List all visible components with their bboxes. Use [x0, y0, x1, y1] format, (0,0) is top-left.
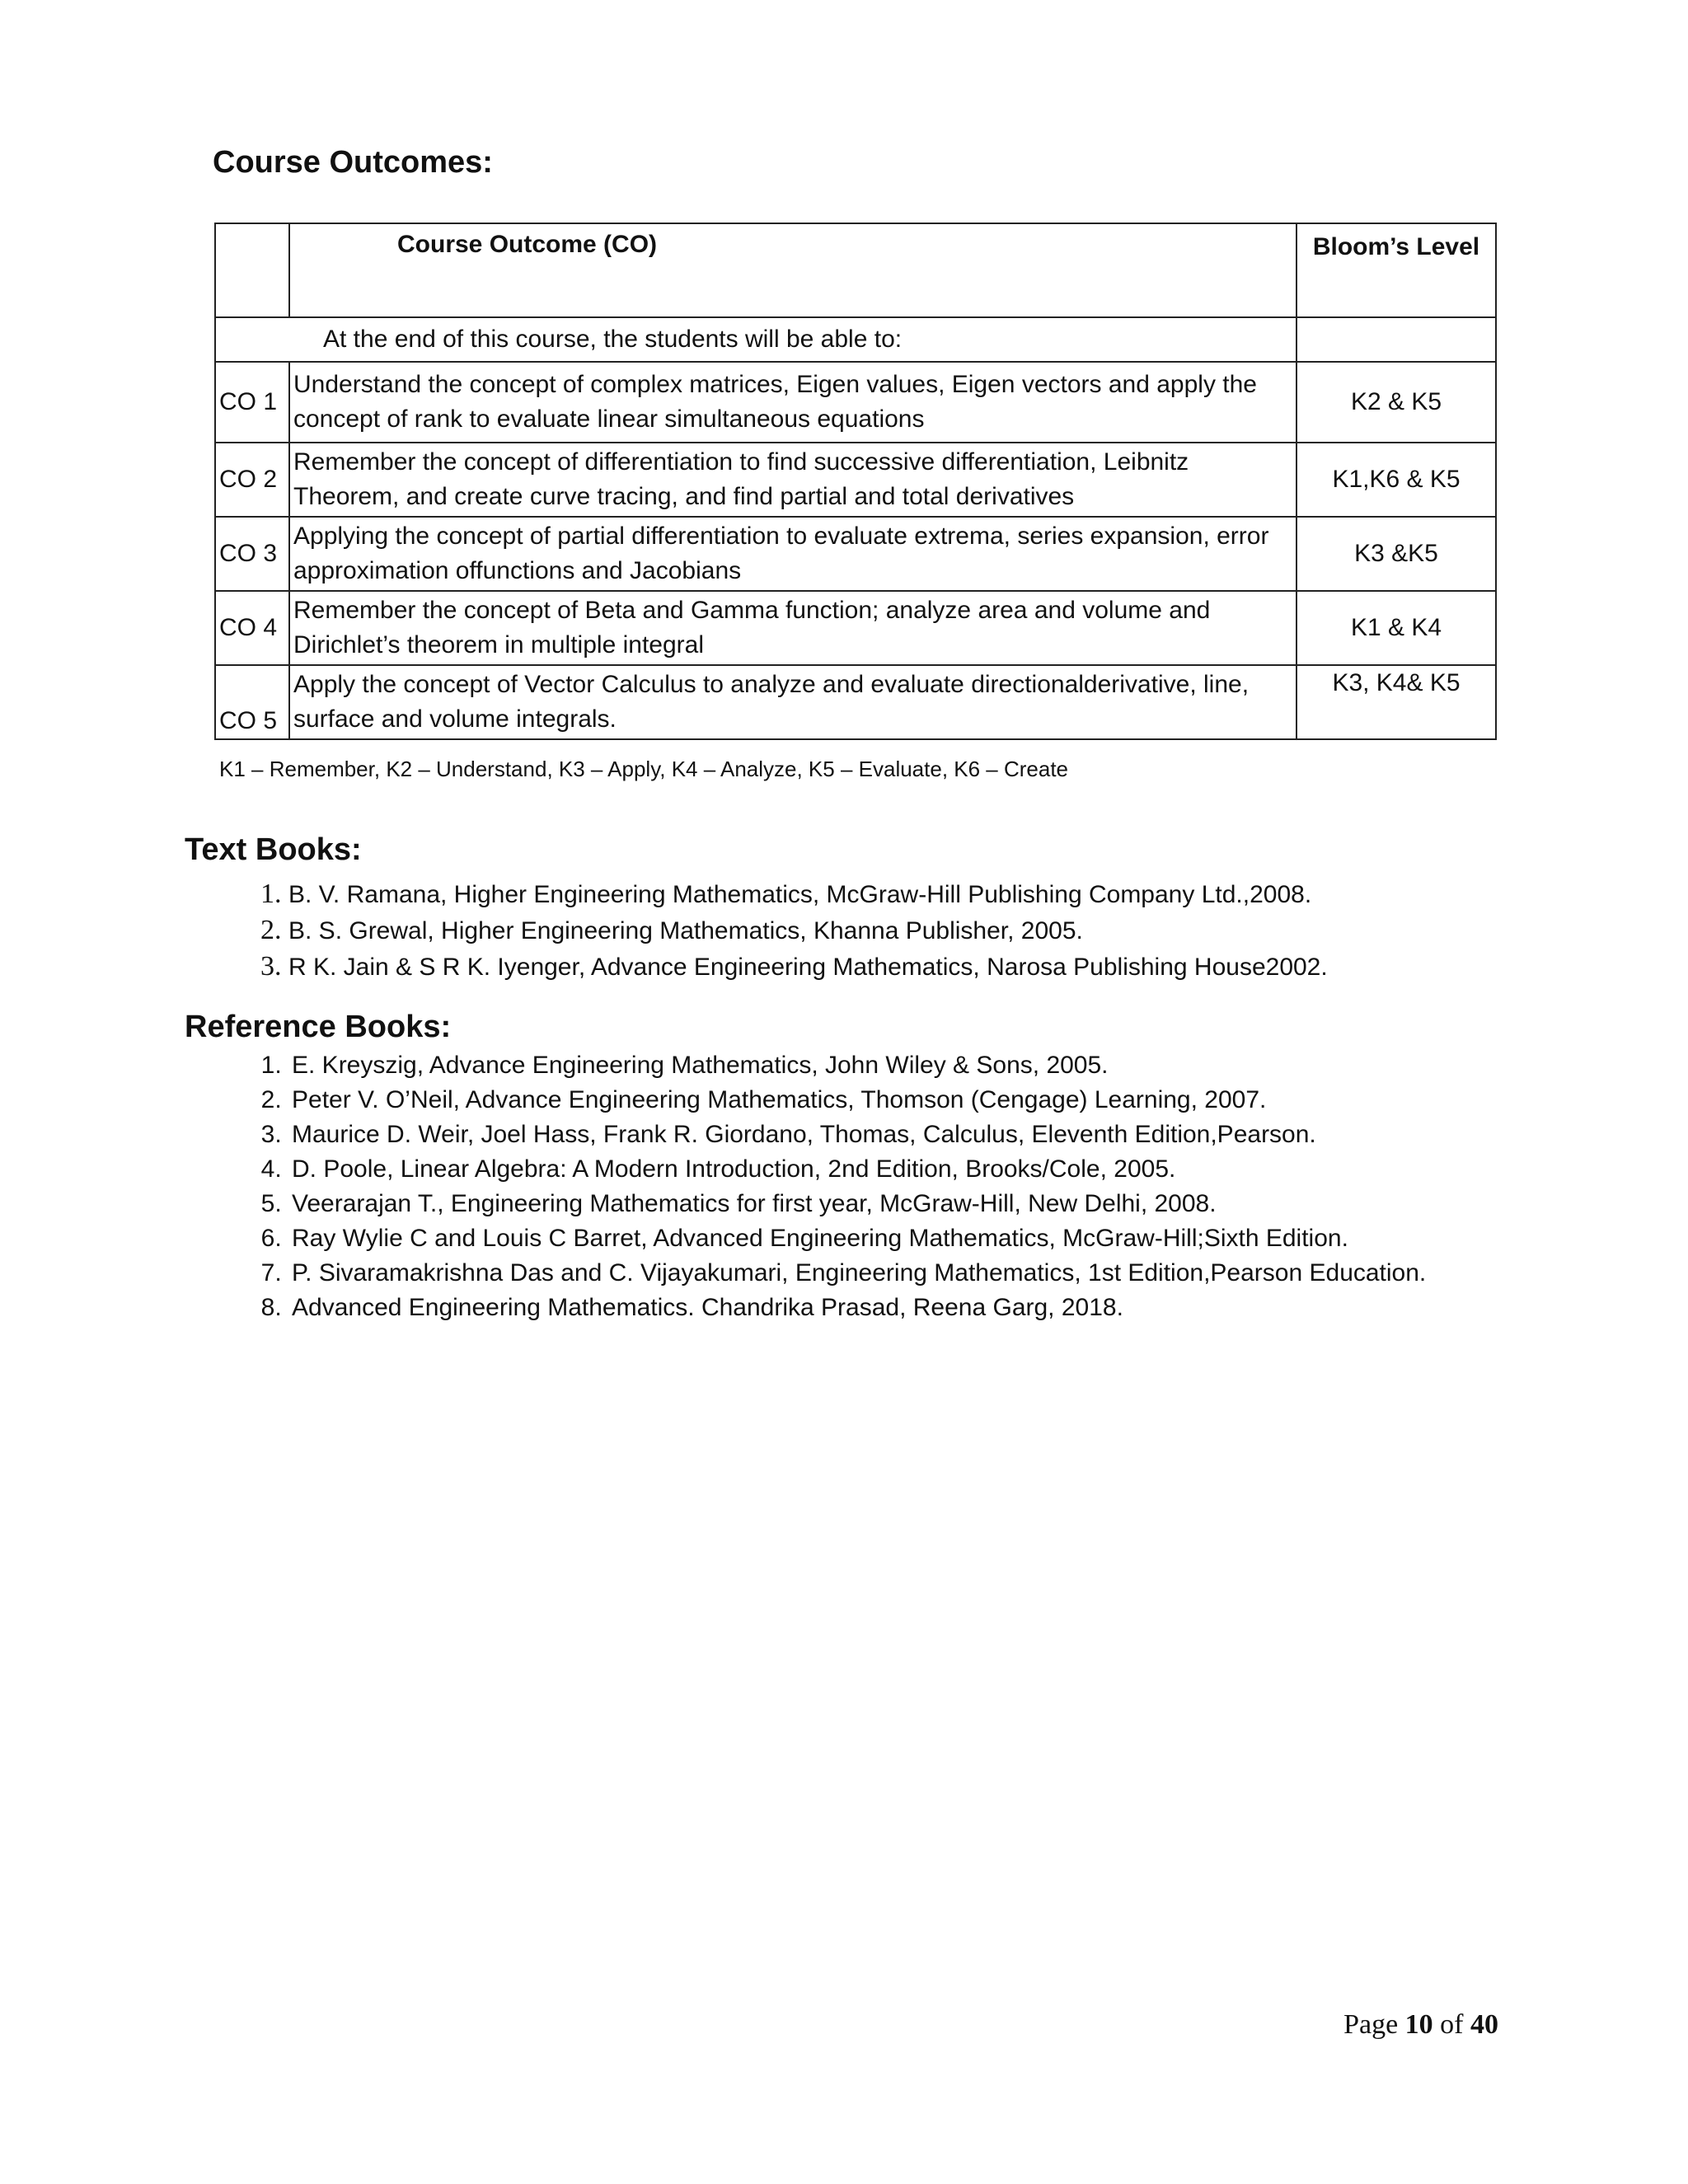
co-bloom-level: K3 &K5 [1296, 517, 1496, 591]
co-description: Understand the concept of complex matrices, Eigen values, Eigen vectors and apply the concept of rank to evaluate linear simultaneous equations [289, 362, 1296, 443]
header-empty-cell [215, 223, 289, 317]
co-number: CO 1 [215, 362, 289, 443]
intro-bloom-empty [1296, 317, 1496, 362]
co-number: CO 2 [215, 443, 289, 517]
co-bloom-level: K1 & K4 [1296, 591, 1496, 665]
table-row [215, 591, 1496, 665]
blooms-legend: K1 – Remember, K2 – Understand, K3 – Apply, K4 – Analyze, K5 – Evaluate, K6 – Create [219, 757, 1069, 781]
total-pages: 40 [1470, 2009, 1498, 2040]
co-bloom-level: K1,K6 & K5 [1296, 443, 1496, 517]
list-item: 3. Maurice D. Weir, Joel Hass, Frank R. Giordano, Thomas, Calculus, Eleventh Edition,Pearson. [288, 1118, 1442, 1152]
text-books-heading: Text Books: [185, 832, 362, 867]
table-row [215, 362, 1496, 443]
table-row [215, 665, 1496, 739]
list-item: 3. R K. Jain & S R K. Iyenger, Advance Engineering Mathematics, Narosa Publishing House2002. [288, 949, 1328, 985]
table-header-row [215, 223, 1496, 317]
page-label: Page [1343, 2009, 1399, 2040]
co-number: CO 4 [215, 591, 289, 665]
header-course-outcome: Course Outcome (CO) [289, 223, 1296, 317]
list-item: 8. Advanced Engineering Mathematics. Chandrika Prasad, Reena Garg, 2018. [288, 1291, 1442, 1325]
list-item: 5. Veerarajan T., Engineering Mathematics for first year, McGraw-Hill, New Delhi, 2008. [288, 1187, 1442, 1221]
co-description: Applying the concept of partial differentiation to evaluate extrema, series expansion, error approximation offunctions and Jacobians [289, 517, 1296, 591]
co-description: Apply the concept of Vector Calculus to analyze and evaluate directionalderivative, line, surface and volume integrals. [289, 665, 1296, 739]
intro-text: At the end of this course, the students will be able to: [215, 317, 1296, 362]
course-outcomes-table [214, 223, 1497, 740]
list-item: 4. D. Poole, Linear Algebra: A Modern Introduction, 2nd Edition, Brooks/Cole, 2005. [288, 1152, 1442, 1187]
co-description: Remember the concept of Beta and Gamma function; analyze area and volume and Dirichlet’s theorem in multiple integral [289, 591, 1296, 665]
course-outcomes-heading: Course Outcomes: [213, 145, 493, 180]
co-bloom-level: K2 & K5 [1296, 362, 1496, 443]
list-item: 1. E. Kreyszig, Advance Engineering Mathematics, John Wiley & Sons, 2005. [288, 1048, 1442, 1083]
header-blooms-level: Bloom’s Level [1296, 223, 1496, 317]
co-description: Remember the concept of differentiation to find successive differentiation, Leibnitz Theorem, and create curve tracing, and find partial and total derivatives [289, 443, 1296, 517]
co-number: CO 3 [215, 517, 289, 591]
table-row [215, 517, 1496, 591]
co-bloom-level: K3, K4& K5 [1296, 665, 1496, 739]
page-footer [1343, 2009, 1498, 2041]
table-row [215, 443, 1496, 517]
list-item: 1. B. V. Ramana, Higher Engineering Mathematics, McGraw-Hill Publishing Company Ltd.,2008. [288, 876, 1328, 912]
list-item: 6. Ray Wylie C and Louis C Barret, Advanced Engineering Mathematics, McGraw-Hill;Sixth Edition. [288, 1221, 1442, 1256]
list-item: 2. B. S. Grewal, Higher Engineering Mathematics, Khanna Publisher, 2005. [288, 912, 1328, 949]
co-number: CO 5 [215, 665, 289, 739]
reference-books-list [239, 1048, 1442, 1325]
list-item: 7. P. Sivaramakrishna Das and C. Vijayakumari, Engineering Mathematics, 1st Edition,Pearson Education. [288, 1256, 1442, 1291]
of-label: of [1440, 2009, 1464, 2040]
reference-books-heading: Reference Books: [185, 1010, 452, 1044]
page-number: 10 [1404, 2009, 1433, 2040]
text-books-list [239, 876, 1328, 985]
table-intro-row [215, 317, 1496, 362]
list-item: 2. Peter V. O’Neil, Advance Engineering Mathematics, Thomson (Cengage) Learning, 2007. [288, 1083, 1442, 1118]
